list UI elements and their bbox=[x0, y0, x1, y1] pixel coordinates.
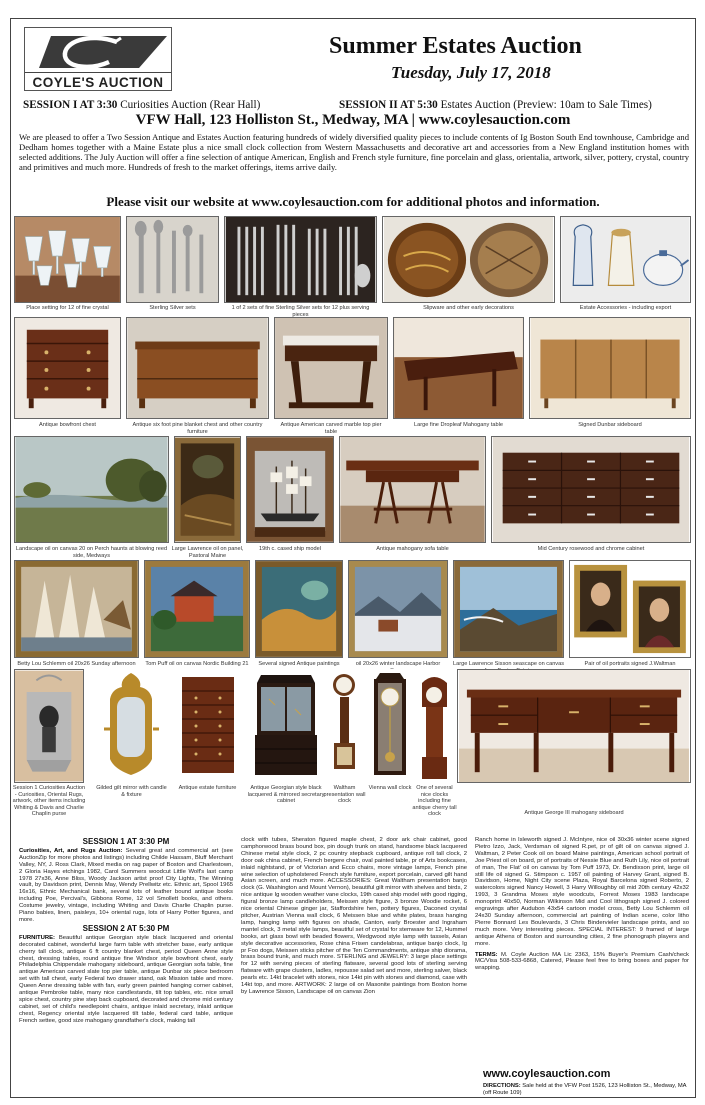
caption: Tom Puff oil on canvas Nordic Building 21 bbox=[145, 661, 249, 667]
session-2-label: SESSION II AT 5:30 bbox=[339, 99, 438, 111]
photo-crystal bbox=[14, 216, 121, 303]
session-1-paragraph bbox=[19, 848, 233, 924]
caption: Estate Accessories - including export bbox=[579, 305, 672, 311]
logo-c-mark-icon bbox=[29, 34, 169, 72]
photo-sisson-seascape bbox=[453, 560, 564, 658]
caption: Mid Century rosewood and chrome cabinet bbox=[537, 546, 645, 552]
photo-ship-model bbox=[246, 436, 334, 543]
photo-antique-paintings bbox=[255, 560, 343, 658]
terms-body: M. Coyle Auction MA Lic 2363, 15% Buyer's Premium Cash/check MC/Visa 508-533-6868, Catered, Please feel free to bring boxes and paper for wrapping. bbox=[475, 951, 689, 972]
photo-dropleaf-table bbox=[393, 317, 524, 419]
photo-lawrence-panel bbox=[174, 436, 241, 543]
photo-bowfront-chest bbox=[14, 317, 121, 419]
photo-george-iii-sideboard bbox=[457, 669, 691, 783]
caption: One of several nice clocks including fine antique cherry tall clock bbox=[412, 785, 457, 817]
terms-paragraph bbox=[475, 952, 689, 973]
photo-waltman-portraits bbox=[569, 560, 691, 658]
directions-body: Sale held at the VFW Post 1526, 123 Holliston St., Medway, MA (off Route 109) bbox=[483, 1083, 687, 1096]
caption: Pair of oil portraits signed J.Waltman bbox=[584, 661, 676, 667]
photo-pier-table bbox=[274, 317, 388, 419]
photo-estate-accessories bbox=[560, 216, 691, 303]
caption: Large fine Dropleaf Mahogany table bbox=[414, 422, 503, 428]
caption: Session 1 Curiosities Auction - Curiosities, Oriental Rugs, artwork, other items including Whiting & Davis and Charlie Chaplin purse bbox=[12, 785, 86, 817]
accessories-paragraph: clock with tubes, Sheraton figured maple chest, 2 door ark chair cabinet, good camphorwood brass bound box, pin dough trunk on stand, handsome black lacquered Chinese metal style clock, 2 pc country stepback cupboard, antique roll tall clock, 2 door oak china cabinet, French bergere chair, oval painted table, pr of Arts bookcases, inlaid nightstand, pr of Victorian and Ecco chairs, more vintage lamps, French pine wine selection of upholstered French style furniture, export porcelain, carved gilt hand Asian screen, and much more. ACCESSORIES: Great Waltham presentation banjo clock (G. Washington and Mount Vernon), beautiful gilt mirror with shelves and birds, 2 nice antique Ig wooden weather vane clocks, 19th cased ship model with good rigging, figural bronze lamp candleholders, Meissen style figure, 3 bronze Woodie rocket, 6 nice oriental Chinese ginger jar, Staffordshire hen, pottery figures, Daconed crystal pitcher, Austrian Vienna wall clock, 6 Meissen blue and white plates, brass hanging lamp, hanging lamp with figures on shade, Canton, early Broester and Ingraham mantel clock, 3 metal style lamps, beautiful set of crystal for stemware for 12, Hummel books, art glass bowl with beaded flowers, Wedgwood style lamp with tassels, Asian style decorative accessories, Rose china Frisen candelabras, antique banjo clock, Ig pr Foo dogs, Meissen sticks pitcher of the Ten Commandments, antique ship diorama, brass bound trunk, and much more. STERLING and JEWELRY: 3 large place settings for 12 with serving pieces of sterling flatware, several good lots of sterling serving flatware with grape clusters, ladles, repousse salad set and more, sterling salver, black pearls etc. 14kt bracelet with stones, nice 14kt pin with stones and diamond, case with 14kt top, and more. ARTWORK: 2 large oil on Masonite paintings from Boston home by Lawrence Sisson, Landscape oil on canvas Zion bbox=[241, 837, 467, 995]
caption: Signed Dunbar sideboard bbox=[578, 422, 642, 428]
photo-blanket-chest bbox=[126, 317, 269, 419]
caption: Waltham presentation wall clock bbox=[323, 785, 366, 804]
page-title: Summer Estates Auction bbox=[329, 33, 582, 59]
photo-secretary-cabinet bbox=[251, 669, 321, 783]
terms-label: TERMS: bbox=[475, 951, 498, 958]
furniture-paragraph bbox=[19, 935, 233, 1025]
caption: Antique mahogany sofa table bbox=[376, 546, 449, 552]
furniture-paragraph-body: Beautiful antique Georgian style black lacquered and oriental decorated cabinet, wonderful large farm table with stretcher base, early antique cherry tall clock, antique 6 ft country blanket chest, period Queen Anne style chest, dressing tables, round antique fine Windsor style bowfront chest, early Philadelphia Chippendale mahogany sideboard, antique Georgian sofa table, fine antique American carved slate top pier table, antique Dunbar six piece bedroom set with tall chest, early Federal two drawer stand, oak Mission table and more. Queen Anne dressing table with fan, early green painted hanging corner cabinet, antique Pembroke table, many nice candlestands, tilt top tables, etc. nice small spice chest, country pine step back cupboard, decorated and chrome mid century cabinet, set of child's needlepoint chairs, antique inlaid secretary, inlaid antique chest, Regency oriental style lacquered tilt table, federal card table, antique French settee, good size mahogany grandfather's clock, making tall bbox=[19, 934, 233, 1024]
caption: Sterling Silver sets bbox=[149, 305, 196, 311]
session-1-paragraph-body: Several great and commercial art (see AuctionZip for more photos and listings) including Childe Hassam, Bluff Merchant Valley, NY, J. Ross Clark, Mixed media on rag paper of Boston and Charlestown, 2 Gloria Hayes etchings 1982, Carol Summers woodcut Little Wolf's last camp 1978 27x36, Anne Bliss, Woody Jackson artist proof City Lights, The Winning vault, by Davidson print, Dennis May, Wendy Prellwitz etc. Ethnic art, Spool 1965 16x16, Ethnic Mechanical bank, several lots of leather bound antique books including Poe, Percival's, Gibbons Rome, 12 vol Smollett books, and others. Costume jewelry, vintage, including Whiting and Davis Charlie Chaplin purse. Piano babies, linen, paisleys, 10+ oriental rugs, lots of Harry Potter figures, and more. bbox=[19, 847, 233, 923]
caption: Gilded gilt mirror with candle & fixture bbox=[96, 785, 167, 798]
caption: Antique estate furniture bbox=[178, 785, 237, 791]
photo-puff-oil bbox=[144, 560, 250, 658]
website-callout: Please visit our website at www.coylesauction.com for additional photos and information. bbox=[106, 194, 600, 209]
session-2-desc: Estates Auction (Preview: 10am to Sale Times) bbox=[437, 99, 652, 111]
directions bbox=[483, 1083, 688, 1097]
photo-estate-furniture bbox=[172, 669, 243, 783]
furniture-paragraph-lead: FURNITURE: bbox=[19, 934, 55, 941]
photo-mid-century-cabinet bbox=[491, 436, 691, 543]
photo-sterling-sets bbox=[126, 216, 219, 303]
logo bbox=[24, 27, 172, 91]
caption: Several signed Antique paintings bbox=[258, 661, 340, 667]
website-footer: www.coylesauction.com bbox=[483, 1068, 611, 1080]
auction-date: Tuesday, July 17, 2018 bbox=[391, 63, 551, 82]
photo-tall-clock bbox=[418, 669, 451, 783]
artwork-paragraph: Ranch home in Isleworth signed J. McIntyre, nice oil 30x36 winter scene signed Pietro Izzo, Jack, Verdsman oil signed R.pet, pr of gilt oil on canvas signed J. Waltman, 2 Peter Cook oil on board Maine paintings, American school portrait of Joe Priest oil on board, pr of portraits of Nessie Blue and Ruth Lily, nice oil portrait of man, The Flat' oil on canvas by Tom Puff 1973, Dr. Bendixson print, large oil still life oil signed G. Stimpson c. 1957 oil painting of Harvey Grant, signed B. Davidson, Home, Night City scene Plaza, Royal Barcelona signed Roberto, 2 watercolors signed Nancy Howell, 3 Harry Willoughby oil mid 20th century 42x32 1993, 3 Grandma Moses style woodcuts, Forrest Moses 1983 landscape monoprint 40x50, Norman Wilkinson Mid and Cool lithograph signed J. colored engravings after Audubon 43x54 cartoon model cross, Betty Lou Schlemm oil 24x30 Sunday afternoon, commercial art painting of Indian scene, color litho Pierre Bonnard Les Boulevards, 3 Chris Bindervieler landscape prints, and so much more. Very interesting pieces. SPECIAL INTEREST: 9 framed of large antique Athens of Boston and surrounding cities, 2 fine phonograph players and more. bbox=[475, 837, 689, 947]
caption: Antique six foot pine blanket chest and other country furniture bbox=[132, 422, 263, 435]
caption: 1 of 2 sets of fine Sterling Silver sets for 12 plus serving pieces bbox=[231, 305, 370, 318]
caption: Large Lawrence oil on panel, Pastoral Maine bbox=[171, 546, 244, 559]
photo-schlemm-oil bbox=[14, 560, 139, 658]
photo-winter-landscape bbox=[348, 560, 448, 658]
caption: Slipware and other early decorations bbox=[423, 305, 514, 311]
session-1-desc: Curiosities Auction (Rear Hall) bbox=[117, 99, 261, 111]
auction-flyer bbox=[10, 18, 696, 1098]
caption: Betty Lou Schlemm oil 20x26 Sunday afternoon bbox=[17, 661, 136, 667]
venue-line: VFW Hall, 123 Holliston St., Medway, MA | www.coylesauction.com bbox=[135, 112, 571, 128]
caption: Antique bowfront chest bbox=[39, 422, 96, 428]
session-2 bbox=[339, 99, 652, 111]
photo-slipware bbox=[382, 216, 555, 303]
session-1-heading: SESSION 1 AT 3:30 PM bbox=[82, 837, 170, 846]
logo-text: COYLE'S AUCTION bbox=[25, 72, 171, 90]
photo-sterling-flatware bbox=[224, 216, 377, 303]
column-artwork-terms bbox=[475, 837, 689, 972]
session-1-paragraph-lead: Curiosities, Art, and Rugs Auction: bbox=[19, 847, 123, 854]
column-accessories bbox=[241, 837, 467, 996]
session-1 bbox=[23, 99, 260, 111]
session-2-heading: SESSION 2 AT 5:30 PM bbox=[82, 923, 170, 933]
photo-dunbar-sideboard bbox=[529, 317, 691, 419]
caption: Antique George III mahogany sideboard bbox=[524, 810, 624, 816]
photo-chaplin-purse bbox=[14, 669, 84, 783]
caption: Large Lawrence Sisson seascape on canvas bbox=[453, 661, 565, 667]
column-session-listings bbox=[19, 837, 233, 1025]
photo-landscape-oil bbox=[14, 436, 169, 543]
caption: oil 20x26 winter landscape Harbor bbox=[355, 661, 441, 667]
caption: Place setting for 12 of fine crystal bbox=[26, 305, 109, 311]
directions-label: DIRECTIONS: bbox=[483, 1083, 521, 1089]
intro-paragraph: We are pleased to offer a Two Session Antique and Estates Auction featuring hundreds of widely diversified quality pieces to include contents of Ig Boston South End townhouse, Cambridge and Dedham homes together with a Maine Estate plus a nice small clock collection from Western Massachusetts and decorative art and accessories from a New England institution homes with selected additions. The July Auction will offer a fine selection of antique American, English and French style furniture, fine porcelain and glass, orientalia, artwork, silver, pottery, crystal, country and primitives and much more. Hundreds of fresh to the market offerings, items arrive daily. bbox=[19, 132, 689, 172]
caption: Landscape oil on canvas 20 on Perch haunts at blowing reed side, Medways bbox=[15, 546, 168, 559]
caption: Antique Georgian style black lacquered & mirrored secretary cabinet bbox=[247, 785, 325, 804]
photo-sofa-table bbox=[339, 436, 486, 543]
photo-gilt-mirror bbox=[98, 669, 165, 783]
caption: 19th c. cased ship model bbox=[259, 546, 321, 552]
photo-waltham-clock bbox=[328, 669, 361, 783]
caption: Vienna wall clock bbox=[368, 785, 412, 791]
session-1-label: SESSION I AT 3:30 bbox=[23, 99, 118, 111]
caption: Antique American carved marble top pier table bbox=[280, 422, 382, 435]
photo-vienna-clock bbox=[368, 669, 412, 783]
